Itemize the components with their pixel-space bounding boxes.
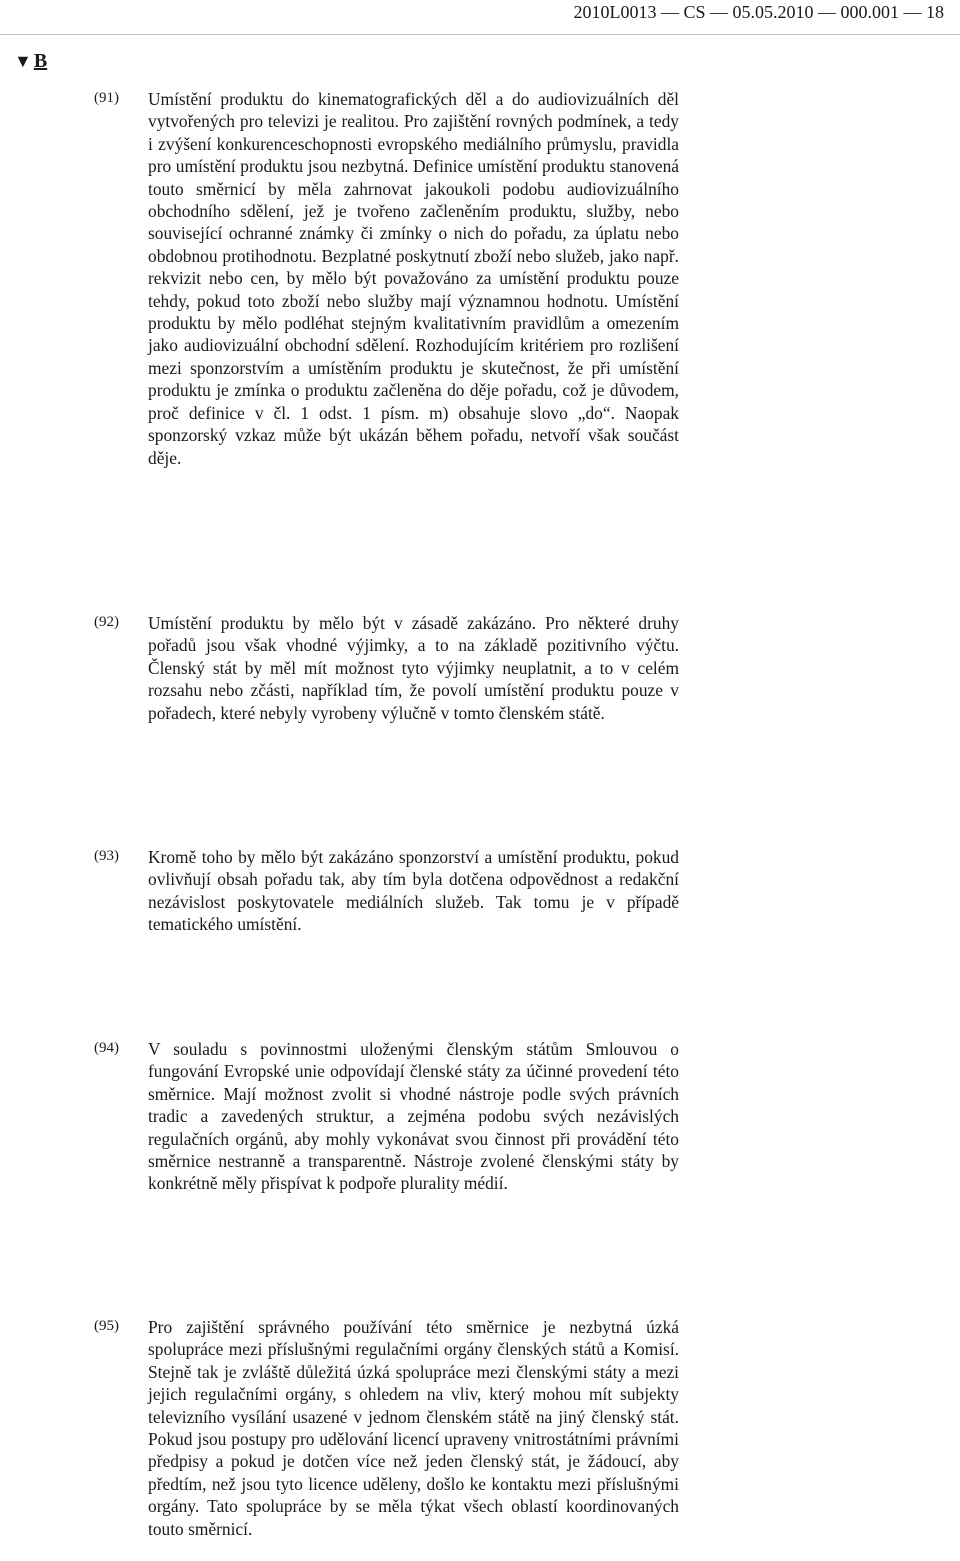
amendment-marker xyxy=(14,50,47,73)
recital-number: (92) xyxy=(94,614,119,630)
recital-number: (93) xyxy=(94,848,119,864)
triangle-down-icon: ▼ xyxy=(14,51,32,71)
document-reference: 2010L0013 — CS — 05.05.2010 — 000.001 — 18 xyxy=(573,2,944,22)
recital-text: Umístění produktu by mělo být v zásadě zakázáno. Pro některé druhy pořadů jsou však vhodné výjimky, a to na základě pozitivního výčtu. Členský stát by měl mít možnost tyto výjimky neuplatnit, a to v celém rozsahu nebo zčásti, například tím, že povolí umístění produktu pouze v pořadech, které nebyly vyrobeny výlučně v tomto členském státě. xyxy=(148,613,679,723)
recital-number: (91) xyxy=(94,90,119,106)
recital-number: (94) xyxy=(94,1040,119,1056)
recital-text: Pro zajištění správného používání této směrnice je nezbytná úzká spolupráce mezi příslušnými regulačními orgány členských států a Komisí. Stejně tak je zvláště důležitá úzká spolupráce mezi členskými státy a mezi jejich regulačními orgány, s ohledem na vliv, který mohou mít subjekty televizního vysílání usazené v jednom členském státě na jiný členský stát. Pokud jsou postupy pro udělování licencí upraveny vnitrostátními právními předpisy a pokud je dotčen více než jeden členský stát, je žádoucí, aby předtím, než jsou tyto licence uděleny, došlo ke kontaktu mezi příslušnými orgány. Tato spolupráce by se měla týkat všech oblastí koordinovaných touto směrnicí. xyxy=(148,1317,679,1539)
marker-letter: B xyxy=(33,50,48,72)
recital-text: Kromě toho by mělo být zakázáno sponzorství a umístění produktu, pokud ovlivňují obsah pořadu tak, aby tím byla dotčena odpovědnost a redakční nezávislost poskytovatele mediálních služeb. Tak tomu je v případě tematického umístění. xyxy=(148,847,679,935)
recital-number: (95) xyxy=(94,1318,119,1334)
recital-text: V souladu s povinnostmi uloženými členským státům Smlouvou o fungování Evropské unie odpovídají členské státy za účinné provedení této směrnice. Mají možnost zvolit si vhodné nástroje podle svých právních tradic a zavedených struktur, a zejména podobu svých nezávislých regulačních orgánů, aby mohly vykonávat svou činnost při provádění této směrnice nestranně a transparentně. Nástroje zvolené členskými státy by konkrétně měly přispívat k podpoře plurality médií. xyxy=(148,1039,679,1194)
recital-text: Umístění produktu do kinematografických děl a do audiovizuálních děl vytvořených pro televizi je realitou. Pro zajištění rovných podmínek, a tedy i zvýšení konkurenceschopnosti evropského mediálního průmyslu, pravidla pro umístění produktu jsou nezbytná. Definice umístění produktu stanovená touto směrnicí by měla zahrnovat jakoukoli podobu audiovizuálního obchodního sdělení, jež je tvořeno začleněním produktu, služby, nebo související ochranné známky či zmínky o nich do pořadu, za úplatu nebo obdobnou protihodnotu. Bezplatné poskytnutí zboží nebo služeb, jako např. rekvizit nebo cen, by mělo být považováno za umístění produktu pouze tehdy, pokud toto zboží nebo služby mají významnou hodnotu. Umístění produktu by mělo podléhat stejným kvalitativním pravidlům a omezením jako audiovizuální obchodní sdělení. Rozhodujícím kritériem pro rozlišení mezi sponzorstvím a umístěním produktu je skutečnost, že při umístění produktu je zmínka o produktu začleněna do děje pořadu, což je důvodem, proč definice v čl. 1 odst. 1 písm. m) obsahuje slovo „do“. Naopak sponzorský vzkaz může být ukázán během pořadu, netvoří však součást děje. xyxy=(148,89,679,468)
page-header xyxy=(0,0,960,35)
